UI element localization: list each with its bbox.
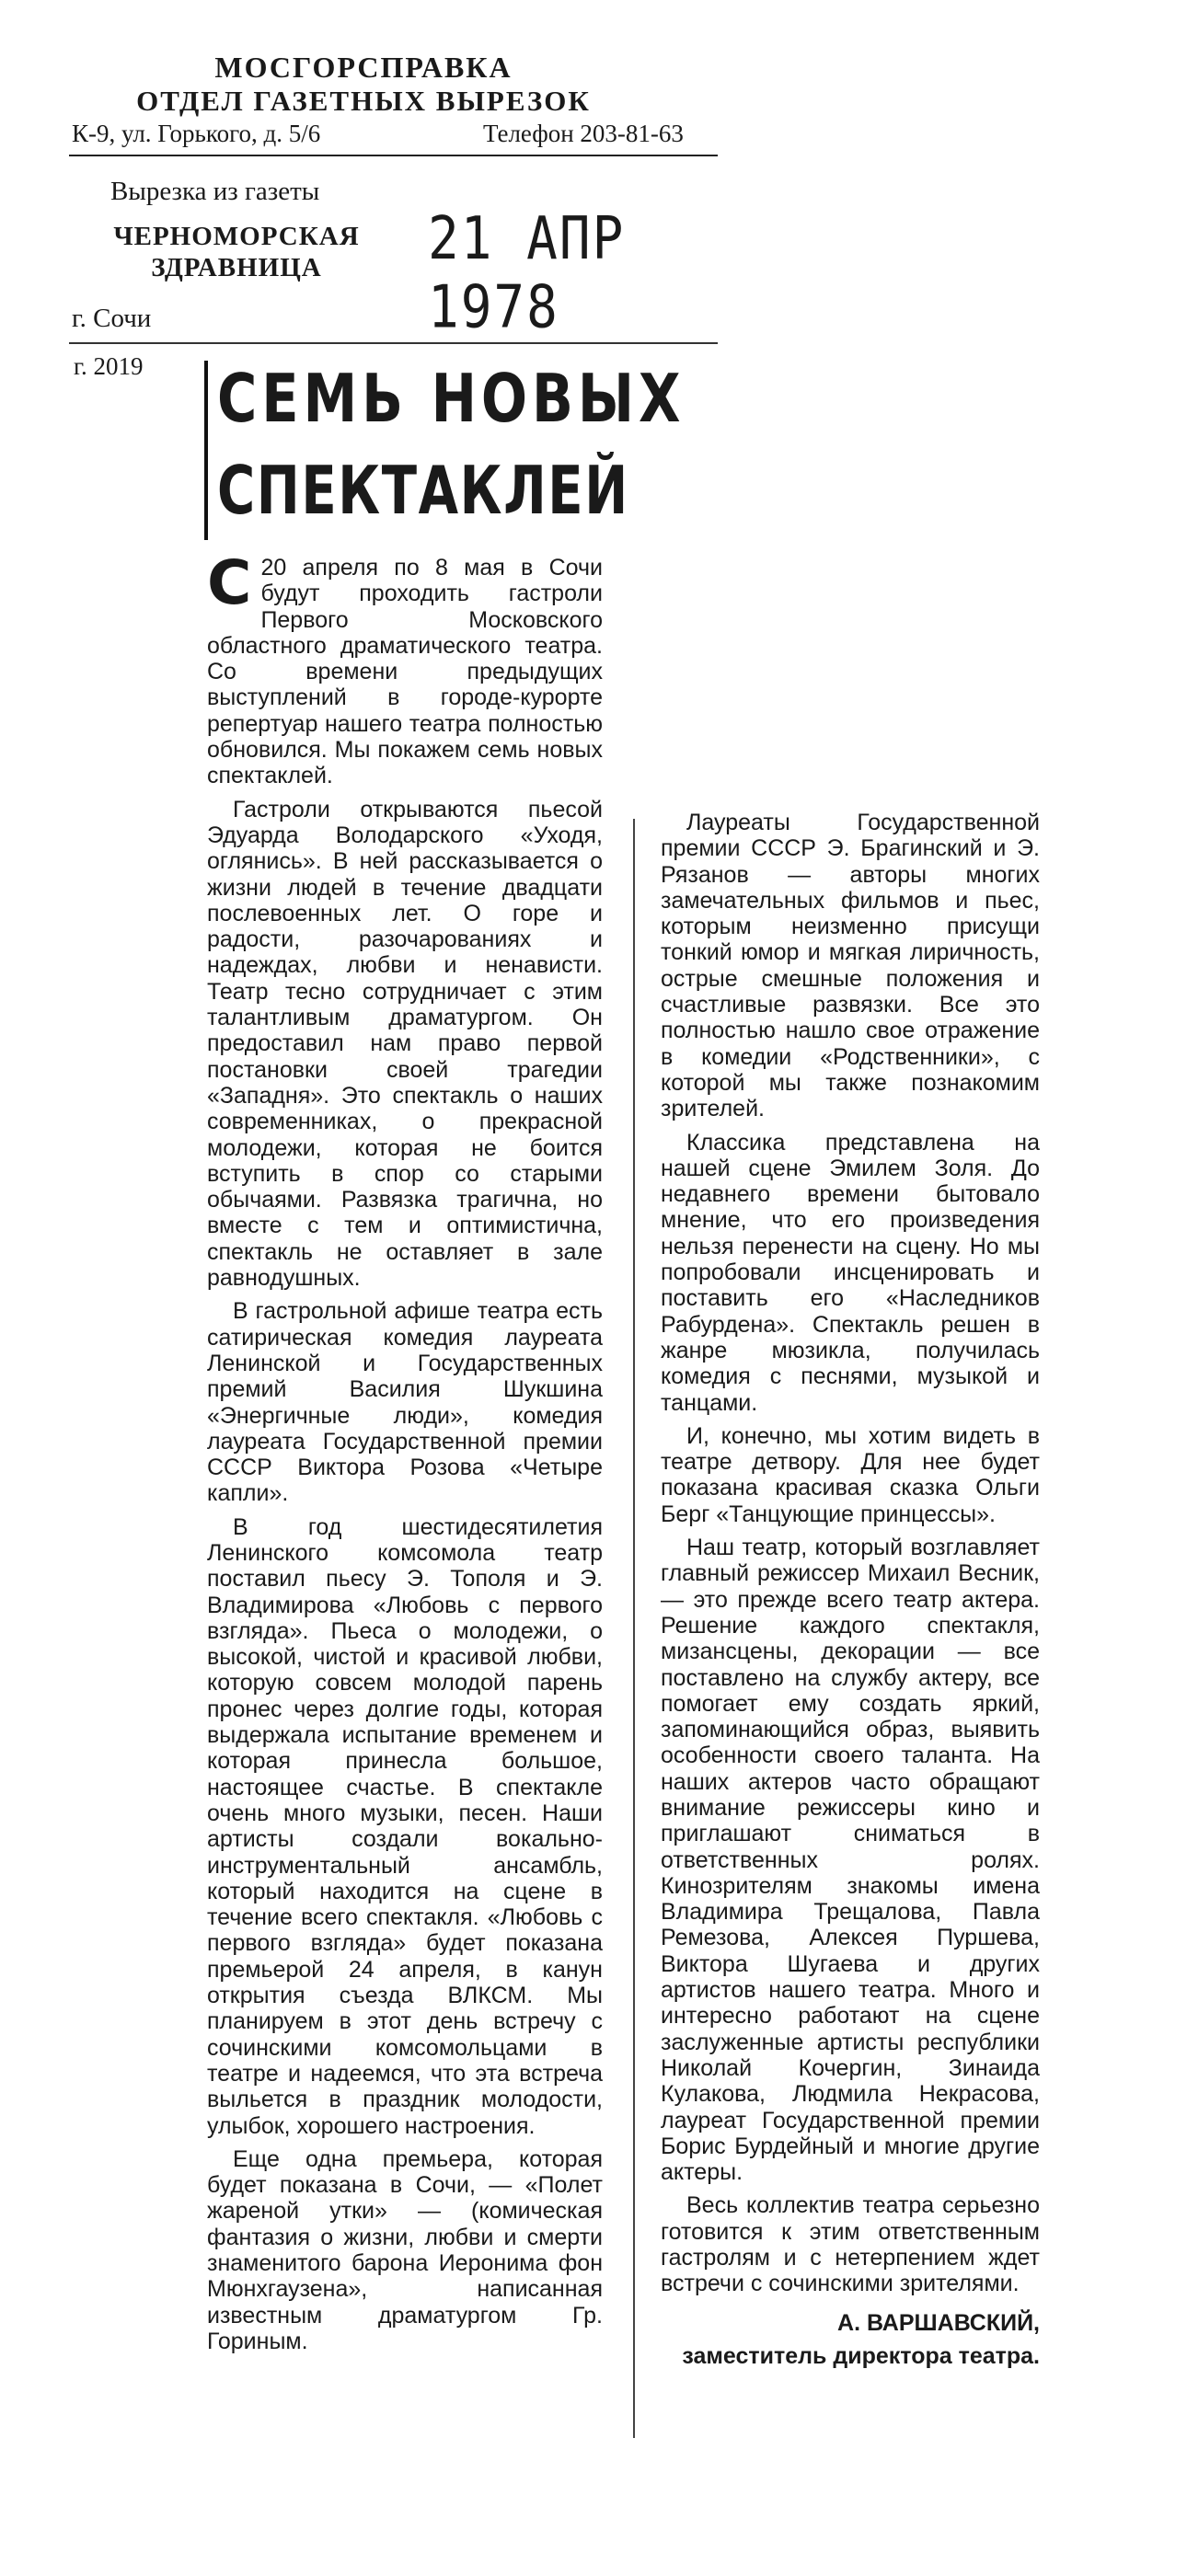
paragraph: В гастрольной афише театра есть сатирическая комедия лауреата Ленинской и Государственных премий Василия Шукшина «Энергичные люди», комедия лауреата Государственной премии СССР Виктора Розова «Четыре капли».: [207, 1298, 603, 1507]
author-role: заместитель директора театра.: [682, 2342, 1040, 2369]
stamp-clip-label: Вырезка из газеты: [110, 177, 320, 206]
stamp-date: 21 АПР 1978: [428, 204, 626, 342]
author-name: А. ВАРШАВСКИЙ,: [837, 2309, 1040, 2336]
article-column-left: [207, 547, 603, 2362]
paragraph: И, конечно, мы хотим видеть в театре детвору. Для нее будет показана красивая сказка Ольги Берг «Танцующие принцессы».: [661, 1422, 1040, 1527]
issue-number: г. 2019: [74, 352, 144, 380]
stamp-paper-line2: ЗДРАВНИЦА: [151, 253, 322, 282]
paragraph: В год шестидесятилетия Ленинского комсомола театр поставил пьесу Э. Тополя и Э. Владимирова «Любовь с первого взгляда». Пьеса о молодежи, о высокой, чистой и красивой любви, которую совсем молодой парень пронес через долгие годы, которая выдержала испытание временем и которая принесла большое, настоящее счастье. В спектакле очень много музыки, песен. Наши артисты создали вокально-инструментальный ансамбль, который находится на сцене в течение всего спектакля. «Любовь с первого взгляда» будет показана премьерой 24 апреля, в канун открытия съезда ВЛКСМ. Мы планируем в этот день встречу с сочинскими комсомольцами в театре и надеемся, что эта встреча выльется в праздник молодости, улыбок, хорошего настроения.: [207, 1513, 603, 2139]
stamp-bottom-divider: [69, 342, 718, 344]
stamp-org: МОСГОРСПРАВКА: [214, 51, 513, 84]
paragraph: Весь коллектив театра серьезно готовится к этим ответственным гастролям и с нетерпением ждет встречи с сочинскими зрителями.: [661, 2192, 1040, 2297]
clipping-stamp: [0, 0, 727, 350]
article-column-right: [661, 810, 1040, 2376]
paragraph: Классика представлена на нашей сцене Эмилем Золя. До недавнего времени бытовало мнение, что его произведения нельзя перенести на сцену. Но мы попробовали инсценировать и поставить его «Наследников Рабурдена». Спектакль решен в жанре мюзикла, получилась комедия с песнями, музыкой и танцами.: [661, 1129, 1040, 1416]
headline-line1: СЕМЬ НОВЫХ: [217, 360, 686, 437]
paragraph: Еще одна премьера, которая будет показана в Сочи, — «Полет жареной утки» — (комическая фантазия о жизни, любви и смерти знаменитого барона Иеронима фон Мюнхгаузена», написанная известным драматургом Гр. Гориным.: [207, 2145, 603, 2354]
stamp-address: К-9, ул. Горького, д. 5/6: [72, 120, 321, 147]
article-headline: [204, 360, 686, 540]
stamp-newspaper-name: [112, 221, 361, 283]
paragraph: Гастроли открываются пьесой Эдуарда Володарского «Уходя, оглянись». В ней рассказывается о жизни людей в течение двадцати послевоенных лет. О горе и радости, разочарованиях и надеждах, любви и ненависти. Театр тесно сотрудничает с этим талантливым драматургом. Он предоставил нам право первой постановки своей трагедии «Западня». Это спектакль о наших современниках, о прекрасной молодежи, которая не боится вступить в спор со старыми обычаями. Развязка трагична, но вместе с тем и оптимистична, спектакль не оставляет в зале равнодушных.: [207, 796, 603, 1292]
stamp-paper-line1: ЧЕРНОМОРСКАЯ: [113, 222, 360, 251]
stamp-dept: ОТДЕЛ ГАЗЕТНЫХ ВЫРЕЗОК: [136, 85, 591, 117]
drop-cap: С: [207, 547, 252, 618]
stamp-phone: Телефон 203-81-63: [483, 120, 684, 147]
headline-line2: СПЕКТАКЛЕЙ: [217, 452, 629, 529]
column-divider: [633, 819, 635, 2438]
stamp-divider: [69, 155, 718, 156]
stamp-city: г. Сочи: [72, 304, 152, 333]
paragraph: Лауреаты Государственной премии СССР Э. Брагинский и Э. Рязанов — авторы многих замечательных фильмов и пьес, которым неизменно присущи тонкий юмор и мягкая лиричность, острые смешные положения и счастливые развязки. Все это полностью нашло свое отражение в комедии «Родственники», с которой мы также познакомим зрителей.: [661, 810, 1040, 1122]
paragraph: С 20 апреля по 8 мая в Сочи будут проходить гастроли Первого Московского областного драматического театра. Со времени предыдущих выступлений в городе-курорте репертуар нашего театра полностью обновился. Мы покажем семь новых спектаклей.: [207, 547, 603, 789]
paragraph: Наш театр, который возглавляет главный режиссер Михаил Весник, — это прежде всего театр актера. Решение каждого спектакля, мизансцены, декорации — все поставлено на службу актеру, все помогает ему создать яркий, запоминающийся образ, выявить особенности своего таланта. На наших актеров часто обращают внимание режиссеры кино и приглашают сниматься в ответственных ролях. Кинозрителям знакомы имена Владимира Трещалова, Павла Ремезова, Алексея Пуршева, Виктора Шугаева и других артистов нашего театра. Много и интересно работают на сцене заслуженные артисты республики Николай Кочергин, Зинаида Кулакова, Людмила Некрасова, лауреат Государственной премии Борис Бурдейный и многие другие актеры.: [661, 1535, 1040, 2186]
